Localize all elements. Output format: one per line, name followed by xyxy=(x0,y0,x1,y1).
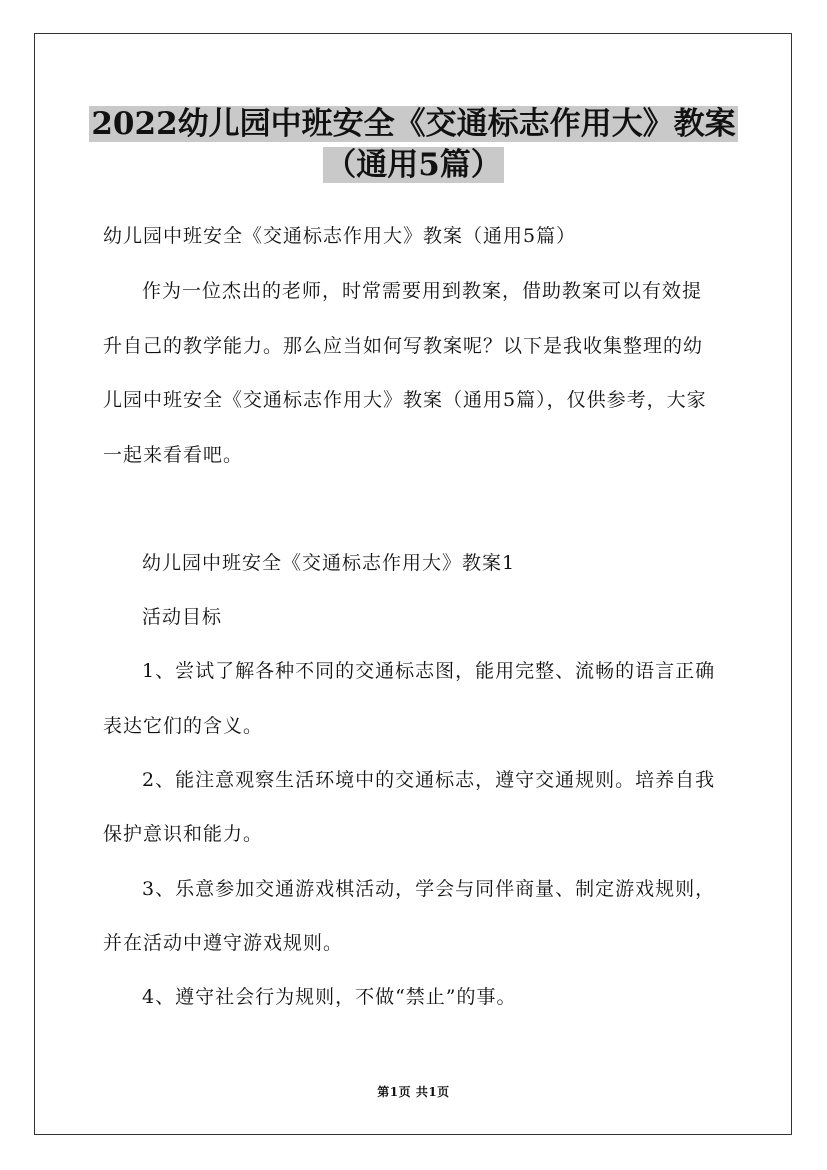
title-text-2: （通用5篇） xyxy=(325,147,502,183)
document-title-line-1 xyxy=(0,104,827,144)
goal-line: 保护意识和能力。 xyxy=(103,823,264,845)
goal-line: 4、遵守社会行为规则，不做“禁止”的事。 xyxy=(142,986,517,1008)
intro-line: 一起来看看吧。 xyxy=(103,444,244,466)
page-footer: 第1页 共1页 xyxy=(377,1085,450,1099)
section-heading: 幼儿园中班安全《交通标志作用大》教案1 xyxy=(142,552,516,574)
intro-line: 作为一位杰出的老师，时常需要用到教案，借助教案可以有效提 xyxy=(142,280,703,302)
intro-line: 儿园中班安全《交通标志作用大》教案（通用5篇），仅供参考，大家 xyxy=(103,389,707,411)
goal-line: 3、乐意参加交通游戏棋活动，学会与同伴商量、制定游戏规则， xyxy=(142,878,716,900)
goal-line: 1、尝试了解各种不同的交通标志图，能用完整、流畅的语言正确 xyxy=(142,660,716,682)
goal-line: 并在活动中遵守游戏规则。 xyxy=(103,932,344,954)
goal-line: 2、能注意观察生活环境中的交通标志，遵守交通规则。培养自我 xyxy=(142,769,716,791)
subtitle: 幼儿园中班安全《交通标志作用大》教案（通用5篇） xyxy=(103,225,577,247)
page-border xyxy=(34,33,792,1135)
title-text-1: 2022幼儿园中班安全《交通标志作用大》教案 xyxy=(91,106,736,142)
document-title-line-2 xyxy=(0,145,827,185)
intro-line: 升自己的教学能力。那么应当如何写教案呢？以下是我收集整理的幼 xyxy=(103,335,704,357)
goal-line: 表达它们的含义。 xyxy=(103,715,264,737)
goals-heading: 活动目标 xyxy=(142,606,223,628)
